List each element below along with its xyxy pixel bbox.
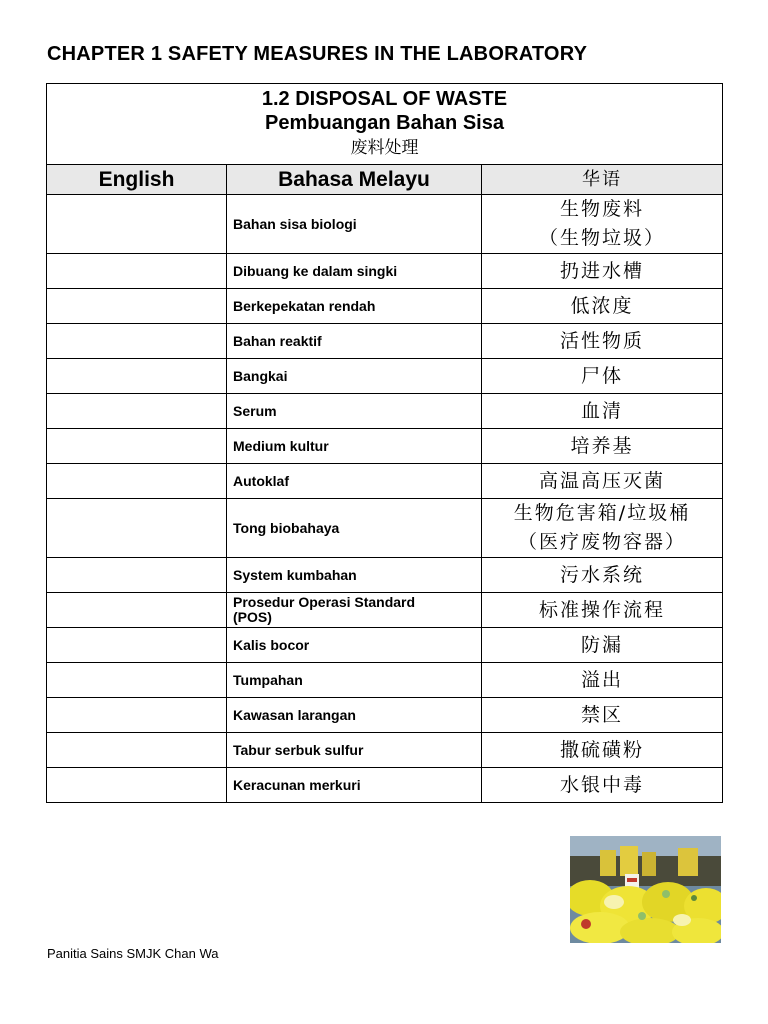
english-cell xyxy=(47,593,227,628)
table-row xyxy=(47,289,723,324)
table-row xyxy=(47,429,723,464)
chinese-cell: 高温高压灭菌 xyxy=(482,464,723,499)
english-cell xyxy=(47,698,227,733)
column-header-chinese: 华语 xyxy=(482,165,723,195)
malay-cell xyxy=(227,593,482,628)
section-title: 1.2 DISPOSAL OF WASTE xyxy=(261,88,508,110)
english-cell xyxy=(47,289,227,324)
malay-cell: Kawasan larangan xyxy=(227,698,482,733)
malay-cell: Berkepekatan rendah xyxy=(227,289,482,324)
table-row xyxy=(47,359,723,394)
english-cell xyxy=(47,464,227,499)
english-cell xyxy=(47,768,227,803)
english-cell xyxy=(47,628,227,663)
table-row xyxy=(47,394,723,429)
chinese-text-alt: （生物垃圾） xyxy=(538,227,665,249)
english-cell xyxy=(47,663,227,698)
chinese-text-alt: （医疗废物容器） xyxy=(517,531,686,553)
malay-cell: Kalis bocor xyxy=(227,628,482,663)
table-row xyxy=(47,663,723,698)
table-row xyxy=(47,768,723,803)
malay-cell: Dibuang ke dalam singki xyxy=(227,254,482,289)
table-header-row xyxy=(47,165,723,195)
biohazard-waste-illustration xyxy=(570,836,721,943)
english-cell xyxy=(47,733,227,768)
chinese-text: 生物废料 xyxy=(559,198,644,220)
chinese-cell: 血清 xyxy=(482,394,723,429)
table-row xyxy=(47,698,723,733)
table-row xyxy=(47,195,723,254)
chinese-cell: 低浓度 xyxy=(482,289,723,324)
chinese-cell: 扔进水槽 xyxy=(482,254,723,289)
chinese-cell xyxy=(482,499,723,558)
waste-disposal-table xyxy=(46,83,723,803)
chinese-cell: 撒硫磺粉 xyxy=(482,733,723,768)
section-title-cell xyxy=(47,84,723,165)
chinese-cell: 溢出 xyxy=(482,663,723,698)
table-row xyxy=(47,733,723,768)
chinese-cell: 尸体 xyxy=(482,359,723,394)
table-row xyxy=(47,558,723,593)
malay-cell: Bahan sisa biologi xyxy=(227,195,482,254)
malay-cell: Autoklaf xyxy=(227,464,482,499)
english-cell xyxy=(47,359,227,394)
table-row xyxy=(47,324,723,359)
chinese-cell: 标准操作流程 xyxy=(482,593,723,628)
malay-text-alt: (POS) xyxy=(233,609,272,625)
chinese-text: 生物危害箱/垃圾桶 xyxy=(513,502,691,524)
chinese-cell xyxy=(482,195,723,254)
chinese-cell: 污水系统 xyxy=(482,558,723,593)
english-cell xyxy=(47,394,227,429)
malay-cell: Tong biobahaya xyxy=(227,499,482,558)
english-cell xyxy=(47,324,227,359)
malay-cell: Medium kultur xyxy=(227,429,482,464)
malay-cell: Keracunan merkuri xyxy=(227,768,482,803)
biohazard-waste-photo xyxy=(570,836,721,943)
chinese-cell: 禁区 xyxy=(482,698,723,733)
malay-cell: Tumpahan xyxy=(227,663,482,698)
malay-cell: Bahan reaktif xyxy=(227,324,482,359)
column-header-english: English xyxy=(47,165,227,195)
english-cell xyxy=(47,499,227,558)
table-row xyxy=(47,593,723,628)
malay-cell: Bangkai xyxy=(227,359,482,394)
table-row xyxy=(47,499,723,558)
column-header-malay: Bahasa Melayu xyxy=(227,165,482,195)
section-title-malay: Pembuangan Bahan Sisa xyxy=(265,112,504,134)
malay-cell: Serum xyxy=(227,394,482,429)
english-cell xyxy=(47,558,227,593)
malay-cell: System kumbahan xyxy=(227,558,482,593)
section-title-chinese: 废料处理 xyxy=(350,138,419,158)
chapter-title: CHAPTER 1 SAFETY MEASURES IN THE LABORATORY xyxy=(47,43,588,65)
chinese-cell: 水银中毒 xyxy=(482,768,723,803)
chinese-cell: 培养基 xyxy=(482,429,723,464)
english-cell xyxy=(47,254,227,289)
malay-text: Prosedur Operasi Standard xyxy=(233,594,416,610)
footer-text: Panitia Sains SMJK Chan Wa xyxy=(47,946,219,961)
table-row xyxy=(47,464,723,499)
chinese-cell: 防漏 xyxy=(482,628,723,663)
chinese-cell: 活性物质 xyxy=(482,324,723,359)
malay-cell: Tabur serbuk sulfur xyxy=(227,733,482,768)
table-row xyxy=(47,254,723,289)
table-row xyxy=(47,628,723,663)
english-cell xyxy=(47,195,227,254)
english-cell xyxy=(47,429,227,464)
